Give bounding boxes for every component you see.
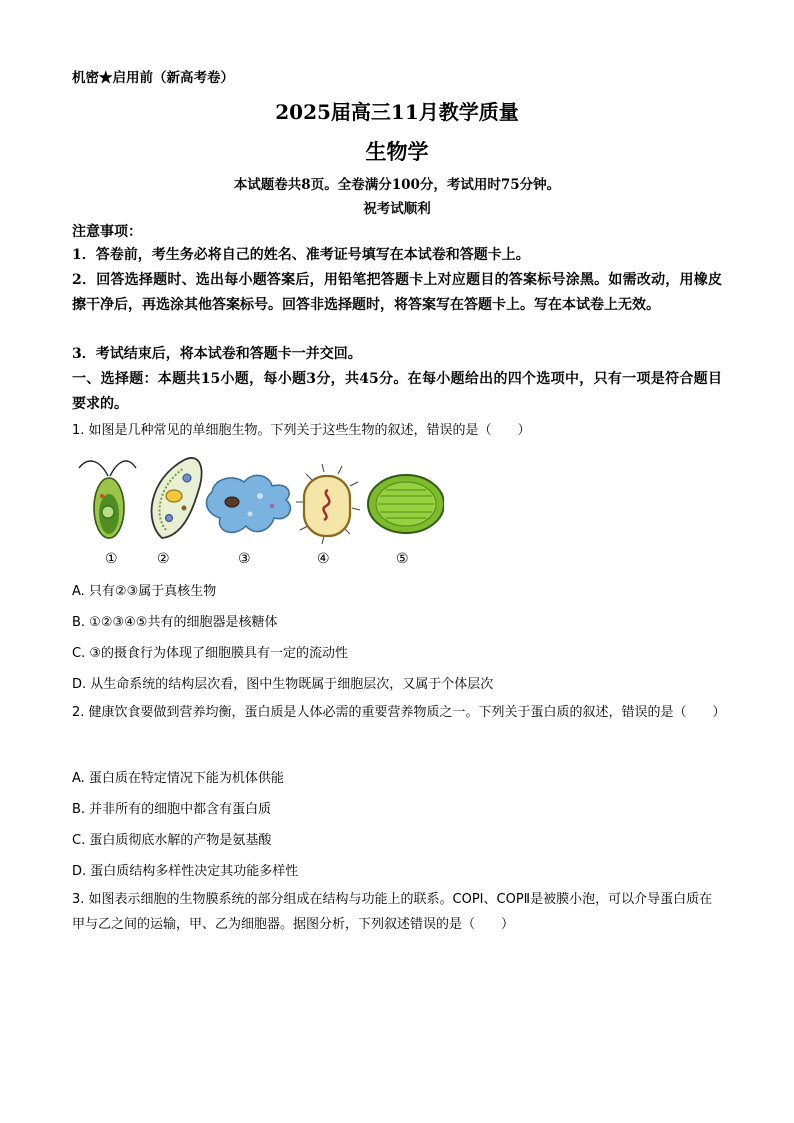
notice-item-3: 3．考试结束后，将本试卷和答题卡一并交回。	[72, 346, 362, 362]
question-1-stem: 1. 如图是几种常见的单细胞生物。下列关于这些生物的叙述，错误的是（ ）	[72, 423, 531, 438]
exam-title: 2025届高三11月教学质量	[275, 100, 519, 124]
question-2-option-c: C. 蛋白质彻底水解的产物是氨基酸	[72, 833, 272, 848]
notice-item-2: 2．回答选择题时、选出每小题答案后，用铅笔把答题卡上对应题目的答案标号涂黑。如需改动，用橡皮擦干净后，再选涂其他答案标号。回答非选择题时，将答案写在答题卡上。写在本试卷上无效。	[72, 272, 722, 313]
question-3-stem: 3. 如图表示细胞的生物膜系统的部分组成在结构与功能上的联系。COPⅠ、COPⅡ是被膜小泡，可以介导蛋白质在甲与乙之间的运输，甲、乙为细胞器。据图分析，下列叙述错误的是（ ）	[72, 892, 713, 932]
bacterium-icon	[296, 464, 360, 544]
question-1-option-a: A. 只有②③属于真核生物	[72, 584, 217, 599]
notice-heading: 注意事项：	[72, 224, 142, 240]
question-2-option-d: D. 蛋白质结构多样性决定其功能多样性	[72, 864, 299, 879]
security-tag: 机密★启用前（新高考卷）	[72, 70, 234, 86]
subject-title: 生物学	[365, 139, 429, 164]
exam-wish: 祝考试顺利	[363, 201, 431, 217]
paramecium-icon	[152, 458, 202, 538]
notice-item-1: 1．答卷前，考生务必将自己的姓名、准考证号填写在本试卷和答题卡上。	[72, 247, 530, 263]
section-1-heading: 一、选择题：本题共15小题，每小题3分，共45分。在每小题给出的四个选项中，只有一项是符合题目要求的。	[72, 371, 722, 412]
question-2-option-a: A. 蛋白质在特定情况下能为机体供能	[72, 771, 284, 786]
exam-info: 本试题卷共8页。全卷满分100分，考试用时75分钟。	[233, 177, 561, 193]
question-1-option-b: B. ①②③④⑤共有的细胞器是核糖体	[72, 615, 278, 630]
figure-label-3: ③	[238, 551, 251, 567]
figure-label-2: ②	[157, 551, 170, 567]
figure-label-4: ④	[317, 551, 330, 567]
question-1-option-c: C. ③的摄食行为体现了细胞膜具有一定的流动性	[72, 646, 348, 661]
question-1-figure	[74, 452, 444, 570]
chlamydomonas-icon	[79, 461, 136, 538]
figure-label-5: ⑤	[396, 551, 409, 567]
cyanobacterium-icon	[368, 475, 444, 533]
figure-label-1: ①	[105, 551, 118, 567]
amoeba-icon	[206, 475, 290, 532]
question-2-stem: 2. 健康饮食要做到营养均衡，蛋白质是人体必需的重要营养物质之一。下列关于蛋白质的叙述，错误的是（ ）	[72, 705, 726, 720]
single-cell-organisms-illustration	[74, 452, 444, 550]
question-1-option-d: D. 从生命系统的结构层次看，图中生物既属于细胞层次，又属于个体层次	[72, 677, 494, 692]
question-2-option-b: B. 并非所有的细胞中都含有蛋白质	[72, 802, 272, 817]
